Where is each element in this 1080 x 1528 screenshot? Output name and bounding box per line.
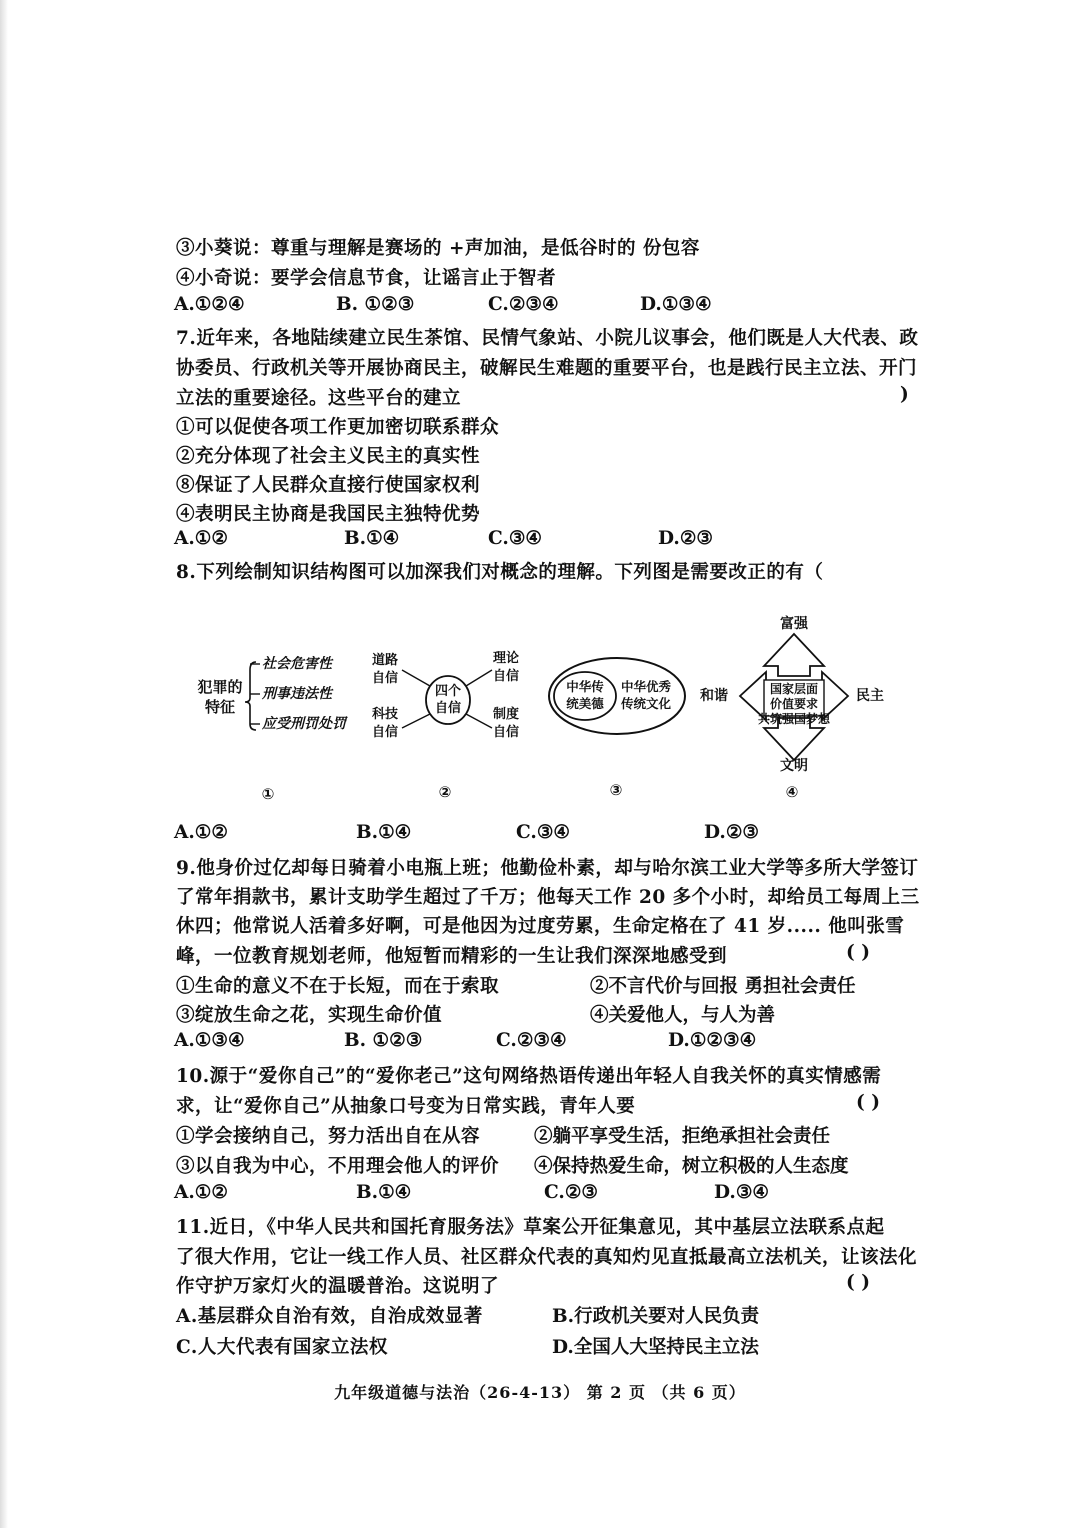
q6-option-c: C.②③④ (488, 294, 559, 315)
q7-statement-1: ①可以促使各项工作更加密切联系群众 (176, 417, 500, 438)
d4-center-1: 国家层面 (769, 682, 819, 696)
q7-statement-4: ④表明民主协商是我国民主独特优势 (176, 504, 481, 525)
q10-statement-2: ②躺平享受生活，拒绝承担社会责任 (534, 1126, 831, 1147)
d1-brace (245, 662, 256, 730)
q7-statement-3: ⑧保证了人民群众直接行使国家权利 (176, 475, 481, 496)
q6-statement-3: ③小葵说：尊重与理解是赛场的 +声加油，是低谷时的 份包容 (176, 238, 700, 259)
q8-diagram-1 (197, 655, 348, 803)
d1-item-3: 应受刑罚处罚 (262, 716, 346, 732)
q8-option-b: B.①④ (356, 822, 412, 843)
d2-number: ② (438, 783, 452, 801)
q11-answer-bracket: ( ) (846, 1272, 870, 1293)
q8-diagram-3 (549, 658, 685, 799)
q11-option-b: B.行政机关要对人民负责 (552, 1306, 760, 1327)
q8-option-c: C.③④ (516, 822, 571, 843)
d4-center-2: 价值要求 (769, 697, 819, 711)
q9-statement-3: ③绽放生命之花，实现生命价值 (176, 1005, 443, 1026)
q7-statement-2: ②充分体现了社会主义民主的真实性 (176, 446, 481, 467)
q6-option-a: A.①②④ (174, 294, 245, 315)
d3-right-line1: 中华优秀 (620, 679, 672, 694)
d2-bl-line2: 自信 (371, 725, 399, 740)
q8-diagram-2 (371, 650, 519, 801)
q8-option-a: A.①② (174, 822, 228, 843)
page-footer: 九年级道德与法治（26-4-13） 第 2 页 （共 6 页） (334, 1383, 746, 1402)
d4-right: 民主 (856, 688, 884, 704)
q9-option-d: D.①②③④ (668, 1030, 757, 1051)
q11-option-c: C.人大代表有国家立法权 (176, 1337, 388, 1358)
q10-statement-3: ③以自我为中心，不用理会他人的评价 (176, 1156, 500, 1177)
q7-stem-line-1: 7.近年来，各地陆续建立民生茶馆、民情气象站、小院儿议事会，他们既是人大代表、政 (176, 328, 919, 349)
q10-option-c: C.②③ (544, 1182, 599, 1203)
q9-statement-2: ②不言代价与回报 勇担社会责任 (590, 976, 856, 997)
d1-center-line1: 犯罪的 (197, 678, 243, 696)
d2-center-line1: 四个 (434, 684, 462, 699)
d2-center-line2: 自信 (434, 701, 462, 716)
q7-option-b: B.①④ (344, 528, 400, 549)
d2-bl-line1: 科技 (371, 707, 399, 722)
q9-stem-line-3: 休四；他常说人活着多好啊，可是他因为过度劳累，生命定格在了 41 岁..... 他叫张雪 (176, 916, 905, 937)
d2-tr-line1: 理论 (492, 651, 520, 666)
q8-diagram-4 (700, 615, 884, 801)
q7-stem-line-2: 协委员、行政机关等开展协商民主，破解民生难题的重要平台，也是践行民主立法、开门 (176, 358, 918, 379)
d1-number: ① (261, 785, 275, 803)
q10-option-b: B.①④ (356, 1182, 412, 1203)
q9-statement-1: ①生命的意义不在于长短，而在于索取 (176, 976, 500, 997)
d2-br-line2: 自信 (492, 725, 520, 740)
q11-stem-line-3: 作守护万家灯火的温暖普治。这说明了 (176, 1276, 500, 1297)
q9-statement-4: ④关爱他人，与人为善 (590, 1005, 776, 1026)
q8-option-d: D.②③ (704, 822, 759, 843)
q8-diagrams (0, 600, 1080, 815)
q9-stem-line-1: 9.他身价过亿却每日骑着小电瓶上班；他勤俭朴素，却与哈尔滨工业大学等多所大学签订 (176, 858, 919, 879)
q10-stem-line-2: 求，让“爱你自己”从抽象口号变为日常实践，青年人要 (176, 1096, 636, 1117)
q9-answer-bracket: ( ) (846, 942, 870, 963)
d4-number: ④ (785, 783, 799, 801)
q10-option-a: A.①② (174, 1182, 228, 1203)
d4-bottom: 文明 (780, 758, 808, 774)
d1-item-2: 刑事违法性 (262, 686, 332, 702)
q11-stem-line-2: 了很大作用，它让一线工作人员、社区群众代表的真知灼见直抵最高立法机关，让该法化 (176, 1247, 918, 1268)
q7-answer-bracket: ) (900, 384, 909, 405)
q9-stem-line-2: 了常年捐款书，累计支助学生超过了千万；他每天工作 20 多个小时，却给员工每周上三 (176, 887, 920, 908)
d1-center-line2: 特征 (204, 698, 236, 716)
d3-left-line2: 统美德 (566, 696, 604, 711)
q10-stem-line-1: 10.源于“爱你自己”的“爱你老己”这句网络热语传递出年轻人自我关怀的真实情感需 (176, 1066, 882, 1087)
q7-option-d: D.②③ (658, 528, 713, 549)
d4-top: 富强 (780, 616, 808, 632)
d4-center-3: 共筑强国梦想 (757, 712, 831, 726)
q9-option-a: A.①③④ (174, 1030, 245, 1051)
q6-option-d: D.①③④ (640, 294, 712, 315)
q7-stem-line-3: 立法的重要途径。这些平台的建立 (176, 388, 462, 409)
d2-tr-line2: 自信 (492, 669, 520, 684)
q10-option-d: D.③④ (714, 1182, 769, 1203)
q10-answer-bracket: ( ) (856, 1092, 880, 1113)
d2-tl-line2: 自信 (371, 671, 399, 686)
q11-stem-line-1: 11.近日，《中华人民共和国托育服务法》草案公开征集意见，其中基层立法联系点起 (176, 1217, 885, 1238)
q9-option-c: C.②③④ (496, 1030, 567, 1051)
q11-option-a: A.基层群众自治有效，自治成效显著 (176, 1306, 483, 1327)
d4-left: 和谐 (700, 688, 728, 704)
q11-option-d: D.全国人大坚持民主立法 (552, 1337, 759, 1358)
q10-statement-4: ④保持热爱生命，树立积极的人生态度 (534, 1156, 849, 1177)
q10-statement-1: ①学会接纳自己，努力活出自在从容 (176, 1126, 481, 1147)
d2-tl-line1: 道路 (371, 653, 399, 668)
d1-item-1: 社会危害性 (262, 656, 332, 672)
q7-option-a: A.①② (174, 528, 228, 549)
d3-left-line1: 中华传 (566, 679, 604, 694)
q6-statement-4: ④小奇说：要学会信息节食，让谣言止于智者 (176, 268, 557, 289)
q9-option-b: B. ①②③ (344, 1030, 423, 1051)
d2-br-line1: 制度 (492, 707, 520, 722)
q6-option-b: B. ①②③ (336, 294, 415, 315)
d3-right-line2: 传统文化 (620, 696, 672, 711)
q8-stem-line-1: 8.下列绘制知识结构图可以加深我们对概念的理解。下列图是需要改正的有（ (176, 562, 824, 583)
q7-option-c: C.③④ (488, 528, 543, 549)
d3-number: ③ (609, 781, 623, 799)
q9-stem-line-4: 峰，一位教育规划老师，他短暂而精彩的一生让我们深深地感受到 (176, 946, 728, 967)
